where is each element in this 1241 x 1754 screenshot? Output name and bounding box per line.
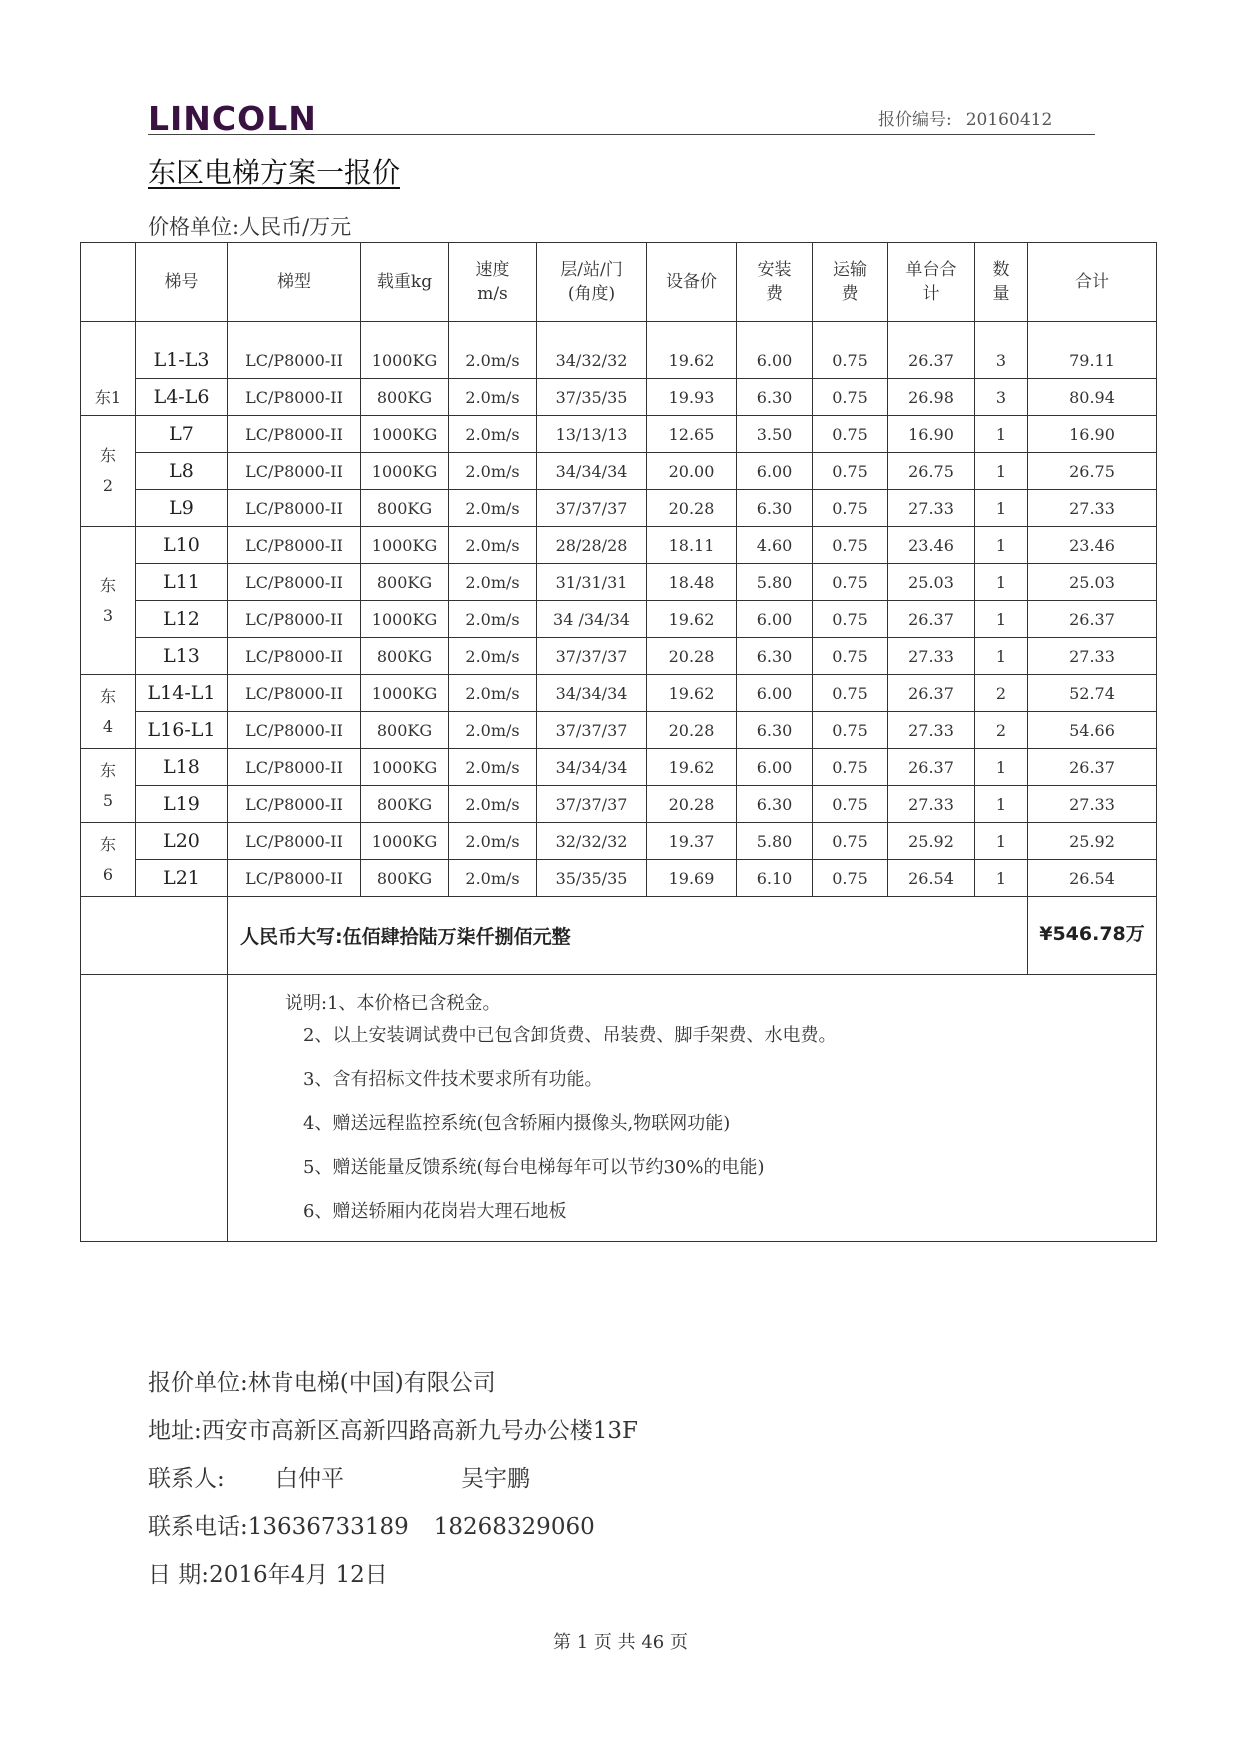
cell-unit-total: 26.98	[888, 379, 975, 416]
cell-lift-no: L14-L1	[136, 675, 228, 712]
cell-speed: 2.0m/s	[449, 860, 537, 897]
cell-unit-total: 23.46	[888, 527, 975, 564]
cell-row-total: 26.54	[1028, 860, 1157, 897]
cell-install-fee: 5.80	[737, 564, 813, 601]
cell-row-total: 23.46	[1028, 527, 1157, 564]
header-rule	[148, 134, 1095, 135]
cell-quantity: 1	[975, 416, 1028, 453]
footer-phone-1: 13636733189	[247, 1514, 409, 1540]
cell-row-total: 25.03	[1028, 564, 1157, 601]
cell-unit-total: 26.37	[888, 601, 975, 638]
footer-address-label: 地址:	[148, 1418, 202, 1444]
cell-lift-no: L20	[136, 823, 228, 860]
cell-transport-fee: 0.75	[813, 749, 888, 786]
quote-number	[878, 105, 1052, 130]
cell-transport-fee: 0.75	[813, 638, 888, 675]
cell-quantity: 2	[975, 675, 1028, 712]
header-equipment-price: 设备价	[647, 243, 737, 322]
cell-unit-total: 27.33	[888, 712, 975, 749]
footer-contact	[148, 1460, 530, 1493]
cell-install-fee: 6.00	[737, 749, 813, 786]
footer-contact-2: 吴宇鹏	[461, 1466, 530, 1492]
cell-speed: 2.0m/s	[449, 638, 537, 675]
cell-load: 800KG	[361, 712, 449, 749]
group-label: 东 5	[81, 749, 136, 823]
cell-install-fee: 6.30	[737, 379, 813, 416]
cell-load: 1000KG	[361, 823, 449, 860]
cell-lift-no: L10	[136, 527, 228, 564]
cell-transport-fee: 0.75	[813, 712, 888, 749]
group-label: 东 3	[81, 527, 136, 675]
cell-unit-total: 26.37	[888, 675, 975, 712]
cell-load: 800KG	[361, 860, 449, 897]
cell-unit-total: 25.03	[888, 564, 975, 601]
cell-transport-fee: 0.75	[813, 823, 888, 860]
cell-row-total: 25.92	[1028, 823, 1157, 860]
group-label: 东 2	[81, 416, 136, 527]
cell-floors: 37/35/35	[537, 379, 647, 416]
header-install-fee: 安装 费	[737, 243, 813, 322]
footer-company-label: 报价单位:	[148, 1370, 248, 1396]
note-item: 6、赠送轿厢内花岗岩大理石地板	[303, 1201, 567, 1222]
cell-unit-total: 27.33	[888, 786, 975, 823]
cell-unit-total: 27.33	[888, 490, 975, 527]
cell-install-fee: 6.30	[737, 786, 813, 823]
cell-equipment-price: 19.62	[647, 322, 737, 379]
price-unit: 价格单位:人民币/万元	[148, 215, 352, 239]
header-model: 梯型	[228, 243, 361, 322]
cell-load: 1000KG	[361, 749, 449, 786]
cell-row-total: 52.74	[1028, 675, 1157, 712]
cell-lift-no: L7	[136, 416, 228, 453]
footer-contact-1: 白仲平	[275, 1466, 344, 1492]
cell-install-fee: 4.60	[737, 527, 813, 564]
cell-floors: 34/34/34	[537, 453, 647, 490]
note-item: 5、赠送能量反馈系统(每台电梯每年可以节约30%的电能)	[303, 1157, 765, 1178]
cell-quantity: 1	[975, 638, 1028, 675]
header-unit-total: 单台合 计	[888, 243, 975, 322]
cell-model: LC/P8000-II	[228, 379, 361, 416]
cell-equipment-price: 18.11	[647, 527, 737, 564]
total-empty-cell	[81, 897, 228, 975]
cell-speed: 2.0m/s	[449, 490, 537, 527]
cell-load: 800KG	[361, 379, 449, 416]
cell-equipment-price: 19.62	[647, 601, 737, 638]
footer-company	[148, 1364, 496, 1397]
cell-lift-no: L11	[136, 564, 228, 601]
footer-contact-label: 联系人:	[148, 1466, 225, 1492]
note-item: 说明:1、本价格已含税金。	[285, 993, 501, 1014]
header-total: 合计	[1028, 243, 1157, 322]
cell-lift-no: L1-L3	[136, 322, 228, 379]
footer-address-value: 西安市高新区高新四路高新九号办公楼13F	[201, 1418, 638, 1444]
footer-address	[148, 1412, 638, 1445]
cell-quantity: 1	[975, 490, 1028, 527]
quote-number-label: 报价编号:	[878, 110, 952, 130]
cell-install-fee: 6.10	[737, 860, 813, 897]
cell-transport-fee: 0.75	[813, 564, 888, 601]
cell-equipment-price: 19.93	[647, 379, 737, 416]
header-quantity: 数 量	[975, 243, 1028, 322]
cell-model: LC/P8000-II	[228, 490, 361, 527]
cell-quantity: 3	[975, 379, 1028, 416]
cell-unit-total: 26.75	[888, 453, 975, 490]
table-row	[81, 786, 1157, 823]
cell-quantity: 3	[975, 322, 1028, 379]
page-title: 东区电梯方案一报价	[148, 156, 401, 189]
cell-equipment-price: 19.62	[647, 749, 737, 786]
cell-model: LC/P8000-II	[228, 322, 361, 379]
cell-floors: 28/28/28	[537, 527, 647, 564]
cell-lift-no: L19	[136, 786, 228, 823]
cell-speed: 2.0m/s	[449, 823, 537, 860]
cell-model: LC/P8000-II	[228, 823, 361, 860]
cell-install-fee: 6.00	[737, 453, 813, 490]
table-row	[81, 564, 1157, 601]
notes-empty-cell	[81, 975, 228, 1242]
cell-model: LC/P8000-II	[228, 601, 361, 638]
cell-load: 800KG	[361, 638, 449, 675]
cell-floors: 34 /34/34	[537, 601, 647, 638]
company-logo: LINCOLN	[148, 99, 317, 138]
cell-unit-total: 26.54	[888, 860, 975, 897]
cell-floors: 37/37/37	[537, 638, 647, 675]
total-amount-in-words: 人民币大写:伍佰肆拾陆万柒仟捌佰元整	[228, 897, 1028, 975]
cell-transport-fee: 0.75	[813, 416, 888, 453]
footer-phone-2: 18268329060	[433, 1514, 595, 1540]
table-row	[81, 379, 1157, 416]
cell-transport-fee: 0.75	[813, 453, 888, 490]
cell-load: 1000KG	[361, 527, 449, 564]
cell-load: 1000KG	[361, 453, 449, 490]
notes-cell	[228, 975, 1157, 1242]
cell-speed: 2.0m/s	[449, 712, 537, 749]
table-row	[81, 490, 1157, 527]
cell-model: LC/P8000-II	[228, 860, 361, 897]
cell-quantity: 1	[975, 601, 1028, 638]
cell-unit-total: 16.90	[888, 416, 975, 453]
cell-install-fee: 5.80	[737, 823, 813, 860]
cell-floors: 31/31/31	[537, 564, 647, 601]
page-number: 第 1 页 共 46 页	[553, 1632, 688, 1653]
cell-unit-total: 26.37	[888, 749, 975, 786]
cell-speed: 2.0m/s	[449, 786, 537, 823]
cell-model: LC/P8000-II	[228, 675, 361, 712]
cell-load: 1000KG	[361, 322, 449, 379]
notes-list	[228, 975, 1156, 1223]
cell-quantity: 1	[975, 749, 1028, 786]
header-load: 载重kg	[361, 243, 449, 322]
cell-model: LC/P8000-II	[228, 712, 361, 749]
cell-speed: 2.0m/s	[449, 675, 537, 712]
cell-quantity: 1	[975, 860, 1028, 897]
cell-floors: 37/37/37	[537, 490, 647, 527]
cell-equipment-price: 20.28	[647, 712, 737, 749]
cell-lift-no: L13	[136, 638, 228, 675]
table-row	[81, 453, 1157, 490]
cell-speed: 2.0m/s	[449, 379, 537, 416]
header-group	[81, 243, 136, 322]
cell-install-fee: 6.00	[737, 322, 813, 379]
table-row	[81, 601, 1157, 638]
cell-floors: 37/37/37	[537, 712, 647, 749]
quote-number-value: 20160412	[965, 110, 1053, 130]
cell-model: LC/P8000-II	[228, 453, 361, 490]
cell-quantity: 1	[975, 527, 1028, 564]
table-header-row	[81, 243, 1157, 322]
group-label: 东1	[81, 322, 136, 416]
cell-row-total: 27.33	[1028, 490, 1157, 527]
quote-table	[80, 242, 1157, 1242]
cell-transport-fee: 0.75	[813, 860, 888, 897]
cell-model: LC/P8000-II	[228, 564, 361, 601]
footer-phone	[148, 1508, 595, 1541]
cell-equipment-price: 18.48	[647, 564, 737, 601]
cell-speed: 2.0m/s	[449, 601, 537, 638]
cell-lift-no: L18	[136, 749, 228, 786]
cell-model: LC/P8000-II	[228, 416, 361, 453]
cell-floors: 34/34/34	[537, 749, 647, 786]
cell-row-total: 27.33	[1028, 638, 1157, 675]
footer-phone-label: 联系电话:	[148, 1514, 248, 1540]
cell-install-fee: 6.30	[737, 638, 813, 675]
cell-row-total: 54.66	[1028, 712, 1157, 749]
cell-floors: 13/13/13	[537, 416, 647, 453]
cell-quantity: 2	[975, 712, 1028, 749]
cell-quantity: 1	[975, 823, 1028, 860]
header-floors: 层/站/门 (角度)	[537, 243, 647, 322]
cell-floors: 34/32/32	[537, 322, 647, 379]
cell-model: LC/P8000-II	[228, 749, 361, 786]
note-item: 2、以上安装调试费中已包含卸货费、吊装费、脚手架费、水电费。	[303, 1025, 837, 1046]
cell-install-fee: 6.00	[737, 601, 813, 638]
cell-floors: 34/34/34	[537, 675, 647, 712]
cell-lift-no: L4-L6	[136, 379, 228, 416]
cell-equipment-price: 20.28	[647, 638, 737, 675]
cell-row-total: 26.75	[1028, 453, 1157, 490]
note-item: 3、含有招标文件技术要求所有功能。	[303, 1069, 603, 1090]
cell-load: 1000KG	[361, 416, 449, 453]
cell-transport-fee: 0.75	[813, 490, 888, 527]
group-label: 东 6	[81, 823, 136, 897]
cell-lift-no: L16-L1	[136, 712, 228, 749]
grand-total: ¥546.78万	[1028, 897, 1157, 975]
cell-load: 1000KG	[361, 675, 449, 712]
cell-floors: 35/35/35	[537, 860, 647, 897]
cell-install-fee: 6.30	[737, 712, 813, 749]
notes-row	[81, 975, 1157, 1242]
note-item: 4、赠送远程监控系统(包含轿厢内摄像头,物联网功能)	[303, 1113, 731, 1134]
cell-row-total: 26.37	[1028, 601, 1157, 638]
cell-model: LC/P8000-II	[228, 638, 361, 675]
footer-date-value: 2016年4月 12日	[209, 1562, 388, 1588]
cell-load: 1000KG	[361, 601, 449, 638]
cell-row-total: 16.90	[1028, 416, 1157, 453]
cell-transport-fee: 0.75	[813, 322, 888, 379]
footer-date-label: 日 期:	[148, 1562, 210, 1588]
cell-row-total: 79.11	[1028, 322, 1157, 379]
cell-install-fee: 3.50	[737, 416, 813, 453]
cell-equipment-price: 12.65	[647, 416, 737, 453]
cell-model: LC/P8000-II	[228, 527, 361, 564]
cell-row-total: 80.94	[1028, 379, 1157, 416]
cell-speed: 2.0m/s	[449, 749, 537, 786]
table-row	[81, 527, 1157, 564]
table-row	[81, 712, 1157, 749]
cell-lift-no: L21	[136, 860, 228, 897]
cell-lift-no: L12	[136, 601, 228, 638]
cell-unit-total: 25.92	[888, 823, 975, 860]
cell-speed: 2.0m/s	[449, 322, 537, 379]
cell-speed: 2.0m/s	[449, 416, 537, 453]
cell-quantity: 1	[975, 786, 1028, 823]
cell-transport-fee: 0.75	[813, 786, 888, 823]
cell-lift-no: L8	[136, 453, 228, 490]
cell-install-fee: 6.00	[737, 675, 813, 712]
cell-floors: 37/37/37	[537, 786, 647, 823]
cell-transport-fee: 0.75	[813, 675, 888, 712]
cell-speed: 2.0m/s	[449, 453, 537, 490]
cell-transport-fee: 0.75	[813, 527, 888, 564]
cell-row-total: 27.33	[1028, 786, 1157, 823]
table-row	[81, 860, 1157, 897]
cell-row-total: 26.37	[1028, 749, 1157, 786]
table-row	[81, 416, 1157, 453]
cell-speed: 2.0m/s	[449, 527, 537, 564]
cell-quantity: 1	[975, 453, 1028, 490]
group-label: 东 4	[81, 675, 136, 749]
cell-unit-total: 26.37	[888, 322, 975, 379]
header-transport-fee: 运输 费	[813, 243, 888, 322]
cell-equipment-price: 20.28	[647, 490, 737, 527]
cell-install-fee: 6.30	[737, 490, 813, 527]
header-lift-no: 梯号	[136, 243, 228, 322]
cell-load: 800KG	[361, 564, 449, 601]
footer-company-name: 林肯电梯(中国)有限公司	[247, 1370, 496, 1396]
table-row	[81, 749, 1157, 786]
cell-floors: 32/32/32	[537, 823, 647, 860]
cell-lift-no: L9	[136, 490, 228, 527]
cell-quantity: 1	[975, 564, 1028, 601]
cell-unit-total: 27.33	[888, 638, 975, 675]
table-row	[81, 675, 1157, 712]
cell-equipment-price: 20.00	[647, 453, 737, 490]
total-row	[81, 897, 1157, 975]
cell-speed: 2.0m/s	[449, 564, 537, 601]
cell-equipment-price: 19.62	[647, 675, 737, 712]
footer-date	[148, 1556, 388, 1589]
cell-model: LC/P8000-II	[228, 786, 361, 823]
table-row	[81, 322, 1157, 379]
table-row	[81, 638, 1157, 675]
cell-load: 800KG	[361, 786, 449, 823]
cell-transport-fee: 0.75	[813, 601, 888, 638]
cell-load: 800KG	[361, 490, 449, 527]
cell-equipment-price: 19.69	[647, 860, 737, 897]
cell-equipment-price: 20.28	[647, 786, 737, 823]
header-speed: 速度 m/s	[449, 243, 537, 322]
cell-transport-fee: 0.75	[813, 379, 888, 416]
table-row	[81, 823, 1157, 860]
cell-equipment-price: 19.37	[647, 823, 737, 860]
